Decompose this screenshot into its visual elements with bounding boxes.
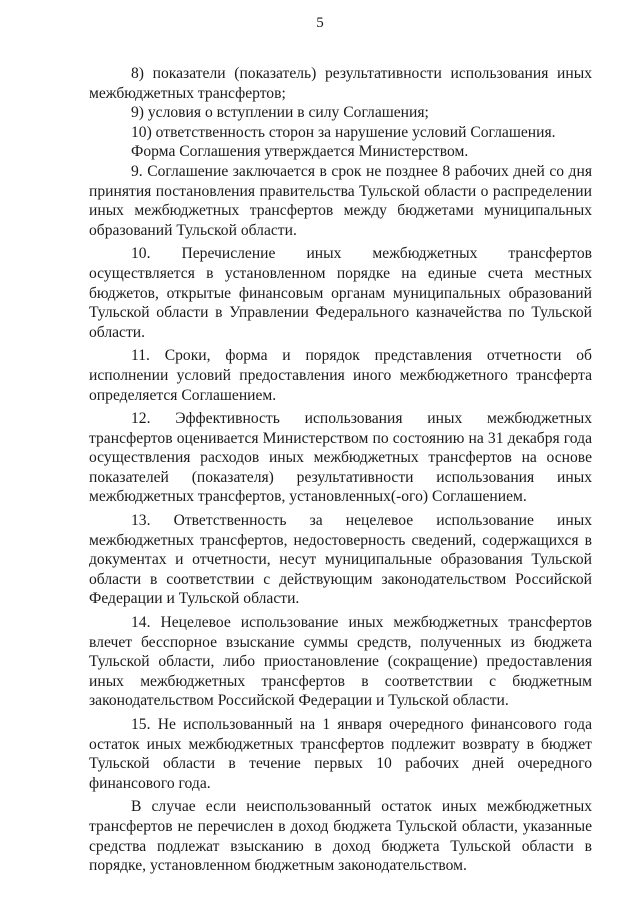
paragraph-clause-13: 13. Ответственность за нецелевое использование иных межбюджетных трансфертов, недостоверность сведений, содержащихся в документах и отчетности, несут муниципальные образования Тульской области в соответствии с действующим законодательством Российской Федерации и Тульской области. (89, 512, 592, 608)
paragraph-clause-11: 11. Сроки, форма и порядок представления отчетности об исполнении условий предоставления иного межбюджетного трансферта определяется Соглашением. (89, 347, 592, 404)
document-body (89, 64, 592, 876)
paragraph-item-8: 8) показатели (показатель) результативности использования иных межбюджетных трансфертов; (89, 65, 592, 102)
paragraph-form-approval: Форма Соглашения утверждается Министерством. (131, 143, 469, 161)
paragraph-clause-12: 12. Эффективность использования иных межбюджетных трансфертов оценивается Министерством по состоянию на 31 декабря года осуществления расходов иных межбюджетных трансфертов на основе показателей (показателя) результативности использования иных межбюджетных трансфертов, установленных(-ого) Соглашением. (89, 410, 592, 506)
paragraph-clause-15: 15. Не использованный на 1 января очередного финансового года остаток иных межбюджетных трансфертов подлежит возврату в бюджет Тульской области в течение первых 10 рабочих дней очередного финансового года. (89, 716, 592, 792)
paragraph-item-9: 9) условия о вступлении в силу Соглашения; (131, 104, 429, 122)
paragraph-item-10: 10) ответственность сторон за нарушение условий Соглашения. (131, 123, 556, 141)
paragraph-clause-10: 10. Перечисление иных межбюджетных трансфертов осуществляется в установленном порядке на единые счета местных бюджетов, открытые финансовым органам муниципальных образований Тульской области в Управлении Федерального казначейства по Тульской области. (89, 245, 592, 341)
paragraph-clause-14: 14. Нецелевое использование иных межбюджетных трансфертов влечет бесспорное взыскание суммы средств, полученных из бюджета Тульской области, либо приостановление (сокращение) предоставления иных межбюджетных трансфертов в соответствии с бюджетным законодательством Российской Федерации и Тульской области. (89, 614, 592, 710)
page-number: 5 (316, 15, 324, 31)
paragraph-unused-balance: В случае если неиспользованный остаток иных межбюджетных трансфертов не перечислен в доход бюджета Тульской области, указанные средства подлежат взысканию в доход бюджета Тульской области в порядке, установленном бюджетным законодательством. (89, 798, 592, 875)
paragraph-clause-9: 9. Соглашение заключается в срок не позднее 8 рабочих дней со дня принятия постановления правительства Тульской области о распределении иных межбюджетных трансфертов между бюджетами муниципальных образований Тульской области. (89, 162, 592, 239)
